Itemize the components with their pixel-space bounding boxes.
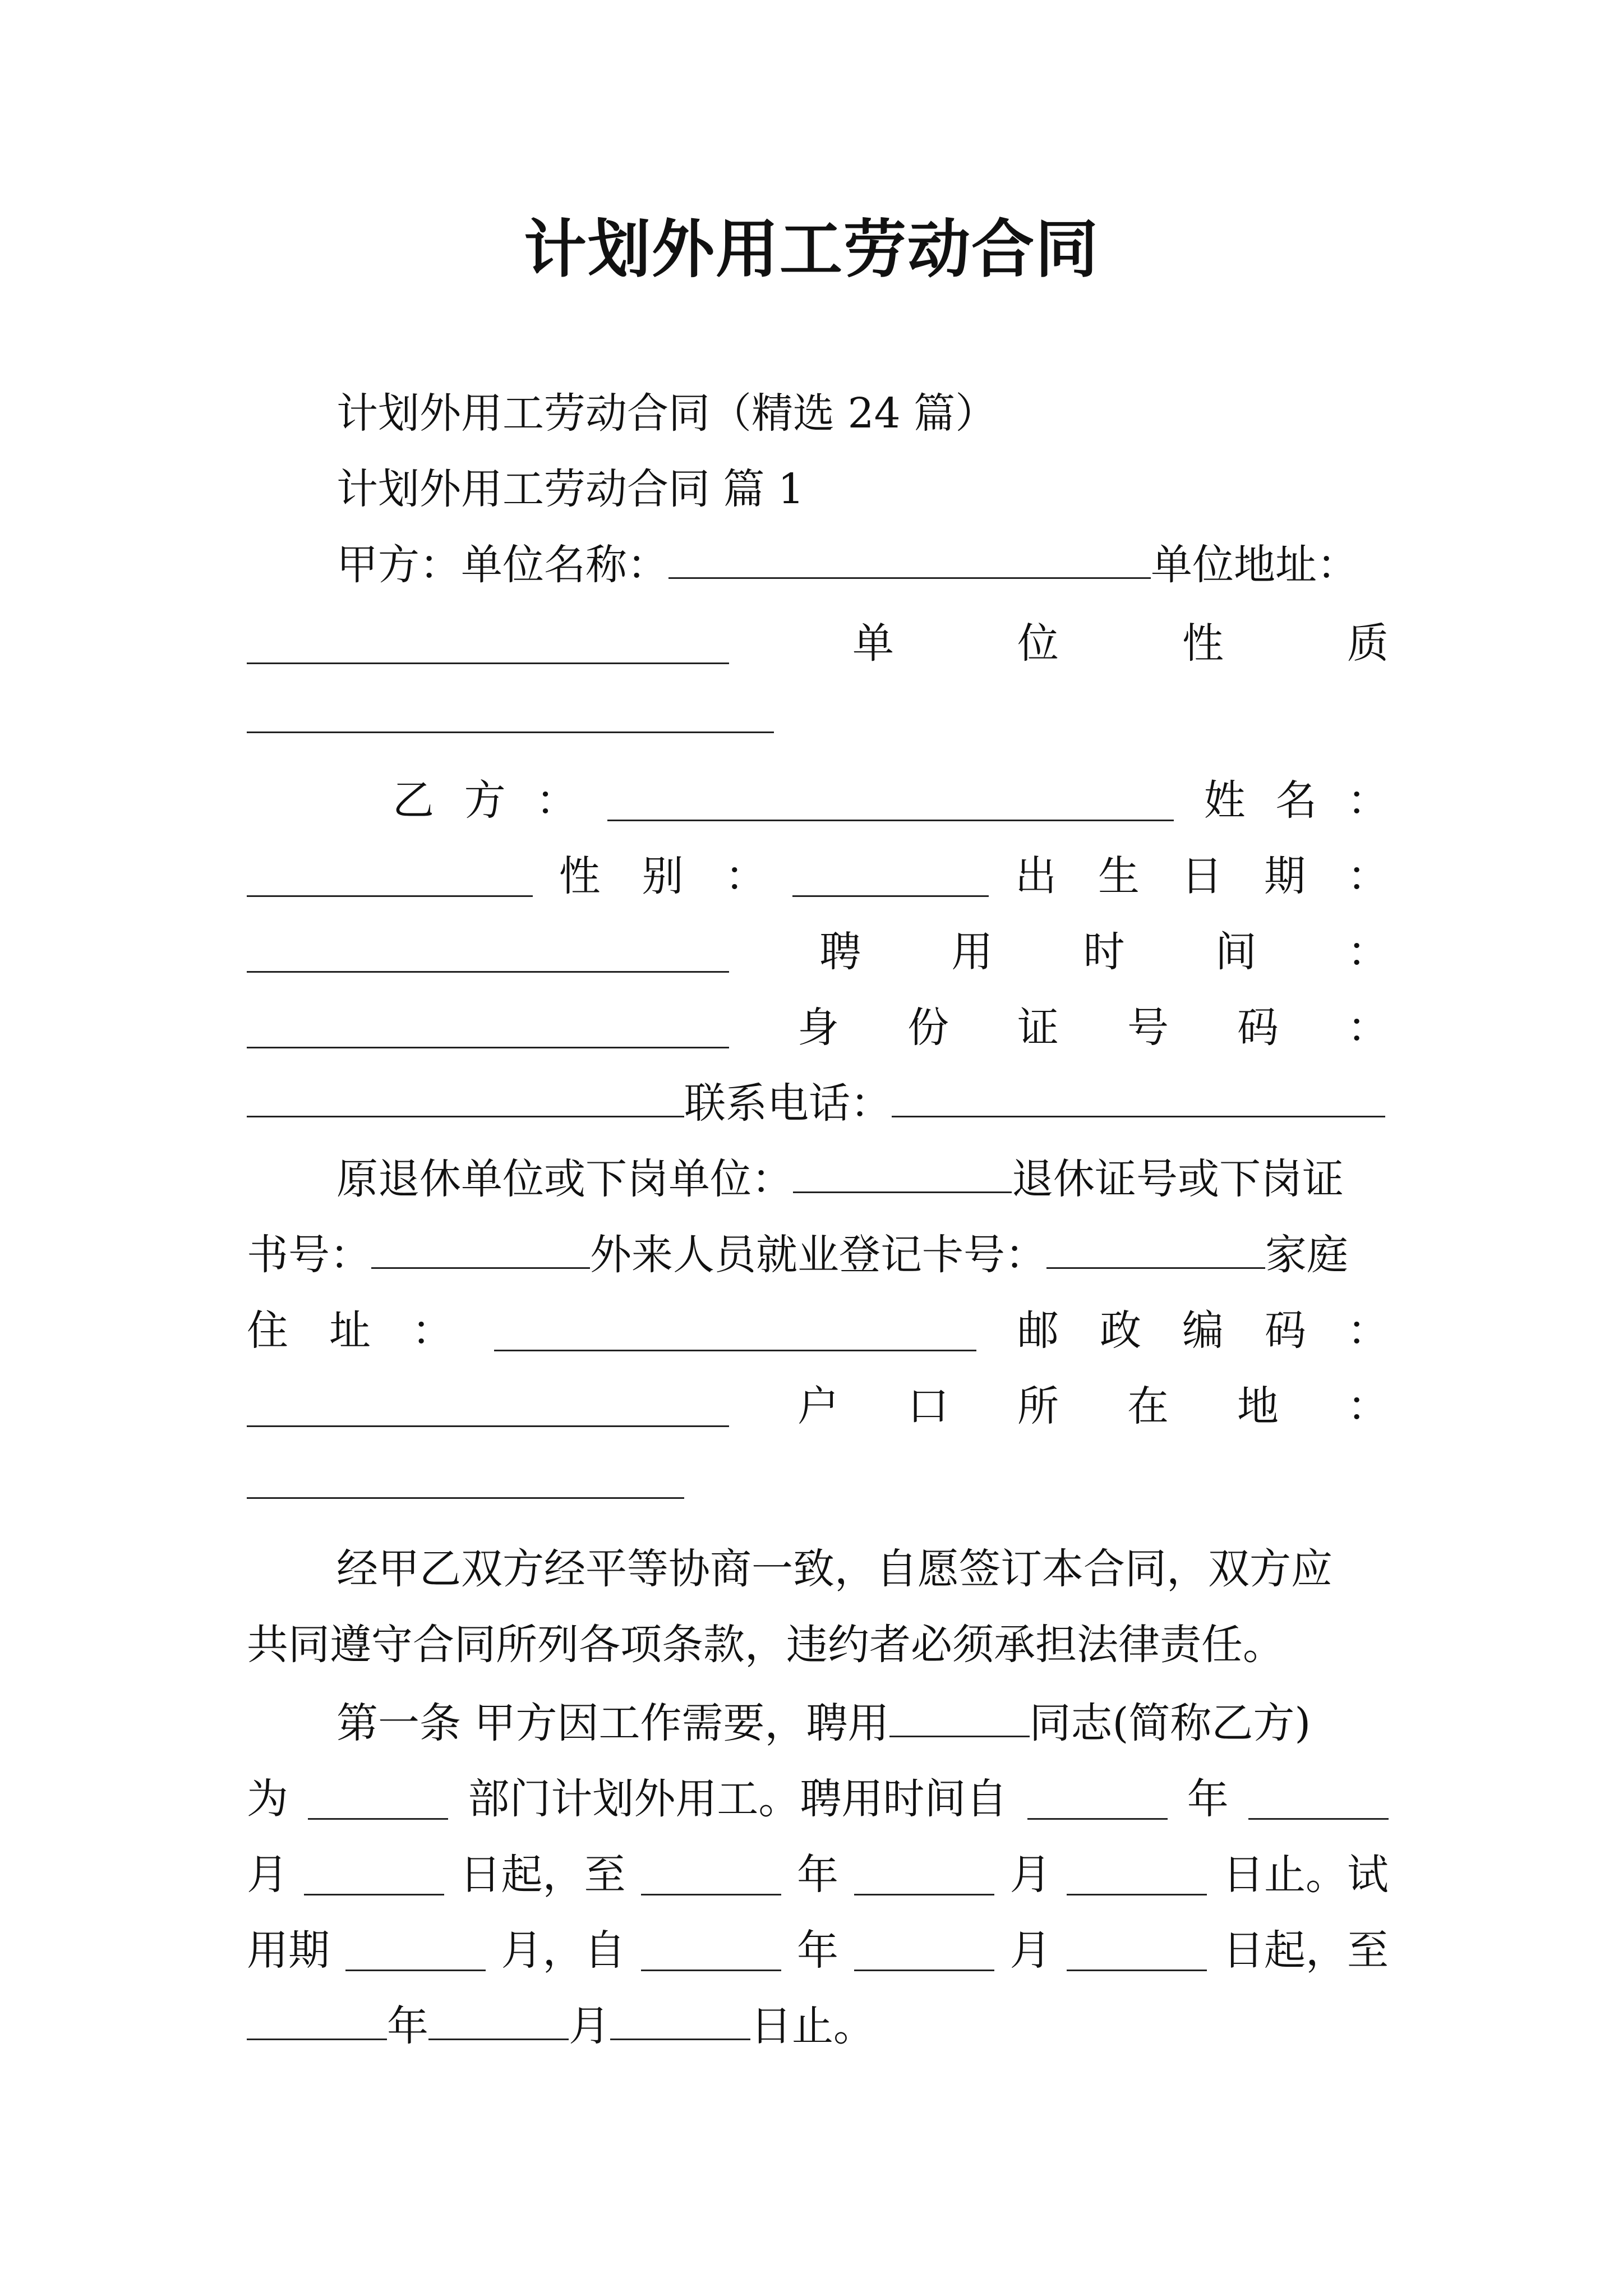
party-b-char: 乙 [393,776,434,825]
employ-time-blank [247,1014,729,1048]
start-day-blank [304,1861,444,1895]
year-label: 年 [797,1926,838,1975]
department-blank [308,1786,448,1820]
article1-line-5 [247,2002,1389,2050]
employ-time-char: 时 [1083,928,1125,976]
postcode-char: 政 [1100,1306,1141,1355]
employ-time-char: 用 [951,928,993,976]
party-b-blank [607,787,1174,821]
home-address-label: 家庭 [1265,1231,1348,1279]
hukou-char: 所 [1017,1382,1059,1430]
name-label-char: ： [1347,776,1389,825]
hukou-blank-line [247,1464,1389,1506]
unit-nature-char: 性 [1182,619,1224,668]
home-postcode-line [247,1306,1389,1355]
hukou-char: 户 [797,1382,839,1430]
probation-end-year-blank [247,2006,387,2040]
gender-blank [792,863,989,897]
article1-line-4 [247,1926,1389,1975]
id-number-line [247,1004,1389,1052]
month-label: 月 [247,1851,288,1899]
employ-time-char: ： [1347,928,1389,976]
postcode-blank [247,1393,729,1427]
id-number-char: 身 [797,1004,839,1052]
employ-time-char: 间 [1215,928,1257,976]
article1-text: 为 [247,1775,288,1823]
article1-line-3 [247,1851,1389,1899]
probation-start-month-blank [854,1937,994,1971]
year-label: 年 [797,1851,838,1899]
unit-nature-line [247,619,1389,668]
hukou-char: 地 [1237,1382,1279,1430]
employee-name-blank [889,1703,1030,1737]
postcode-char: 邮 [1017,1306,1059,1355]
article1-text: 日起，至 [459,1851,626,1899]
hukou-char: ： [1347,1382,1389,1430]
probation-months-blank [345,1937,486,1971]
probation-end-month-blank [428,2006,569,2040]
unit-nature-blank [247,699,774,733]
id-number-blank [247,1083,684,1117]
retire-unit-line [336,1155,1389,1203]
retire-cert-label: 退休证号或下岗证 [1012,1155,1344,1203]
start-month-blank [1248,1786,1389,1820]
article1-text: 日止。试 [1223,1851,1389,1899]
party-b-char: ： [536,776,578,825]
probation-end-day-blank [610,2006,750,2040]
unit-nature-blank-line [247,698,1389,740]
retire-cert-blank [371,1235,590,1269]
phone-blank [892,1083,1385,1117]
gender-birth-line [247,852,1389,900]
document-title: 计划外用工劳动合同 [524,213,1099,286]
year-label: 年 [1187,1775,1229,1823]
end-year-blank [641,1861,781,1895]
party-a-line [336,541,1389,589]
end-month-blank [854,1861,994,1895]
retire-unit-blank [793,1159,1012,1193]
party-b-line [393,776,1389,825]
article1-text: 第一条 甲方因工作需要，聘用 [336,1699,889,1747]
retire-unit-label: 原退休单位或下岗单位： [336,1155,793,1203]
phone-line [247,1079,1389,1128]
probation-label: 用期 [247,1926,330,1975]
employ-time-line [247,928,1389,976]
year-label: 年 [387,2002,428,2050]
name-label-char: 名 [1275,776,1317,825]
article1-text: 月，自 [501,1926,626,1975]
unit-nature-char: 单 [852,619,894,668]
start-year-blank [1027,1786,1168,1820]
retire-cert-label-cont: 书号： [247,1231,371,1279]
hukou-line [247,1382,1389,1430]
hukou-char: 口 [907,1382,949,1430]
article1-text: 日止。 [750,2002,875,2050]
article1-text: 日起，至 [1223,1926,1389,1975]
probation-start-day-blank [1067,1937,1207,1971]
document-subtitle: 计划外用工劳动合同（精选 24 篇） [336,389,997,438]
id-number-char: 号 [1127,1004,1169,1052]
phone-label: 联系电话： [684,1079,892,1128]
unit-address-blank [247,630,729,664]
home-address-char: ： [412,1306,453,1355]
unit-name-blank [668,545,1151,579]
home-address-char: 址 [329,1306,371,1355]
hukou-blank [247,1465,684,1499]
article1-line-2 [247,1775,1389,1823]
home-address-char: 住 [247,1306,288,1355]
cert-card-line [247,1231,1389,1279]
postcode-char: 编 [1182,1306,1224,1355]
section-heading: 计划外用工劳动合同 篇 1 [336,465,805,513]
month-label: 月 [1009,1851,1052,1899]
agreement-line-1: 经甲乙双方经平等协商一致，自愿签订本合同，双方应 [336,1545,1332,1593]
month-label: 月 [1009,1926,1052,1975]
agreement-line-2: 共同遵守合同所列各项条款，违约者必须承担法律责任。 [247,1621,1284,1669]
name-blank [247,863,533,897]
article1-text: 同志(简称乙方) [1029,1699,1311,1747]
party-b-char: 方 [464,776,506,825]
home-address-blank [494,1317,976,1351]
article1-line-1 [336,1699,1389,1747]
employ-time-char: 聘 [819,928,861,976]
id-number-char: ： [1347,1004,1389,1052]
probation-start-year-blank [641,1937,781,1971]
end-day-blank [1067,1861,1207,1895]
article1-text: 部门计划外用工。聘用时间自 [468,1775,1008,1823]
party-a-unit-name-label: 甲方：单位名称： [336,541,668,589]
birth-date-label: 出 生 日 期 ： [1015,852,1389,900]
gender-label: 性 别 ： [559,852,767,900]
hukou-char: 在 [1127,1382,1169,1430]
postcode-char: 码 [1265,1306,1306,1355]
id-number-char: 码 [1237,1004,1279,1052]
month-label: 月 [569,2002,610,2050]
name-label-char: 姓 [1204,776,1246,825]
postcode-char: ： [1347,1306,1389,1355]
unit-nature-char: 位 [1017,619,1059,668]
unit-address-label: 单位地址： [1151,541,1358,589]
birth-date-blank [247,938,729,973]
id-number-char: 份 [907,1004,949,1052]
unit-nature-char: 质 [1347,619,1389,668]
migrant-card-blank [1046,1235,1265,1269]
id-number-char: 证 [1017,1004,1059,1052]
migrant-card-label: 外来人员就业登记卡号： [590,1231,1046,1279]
